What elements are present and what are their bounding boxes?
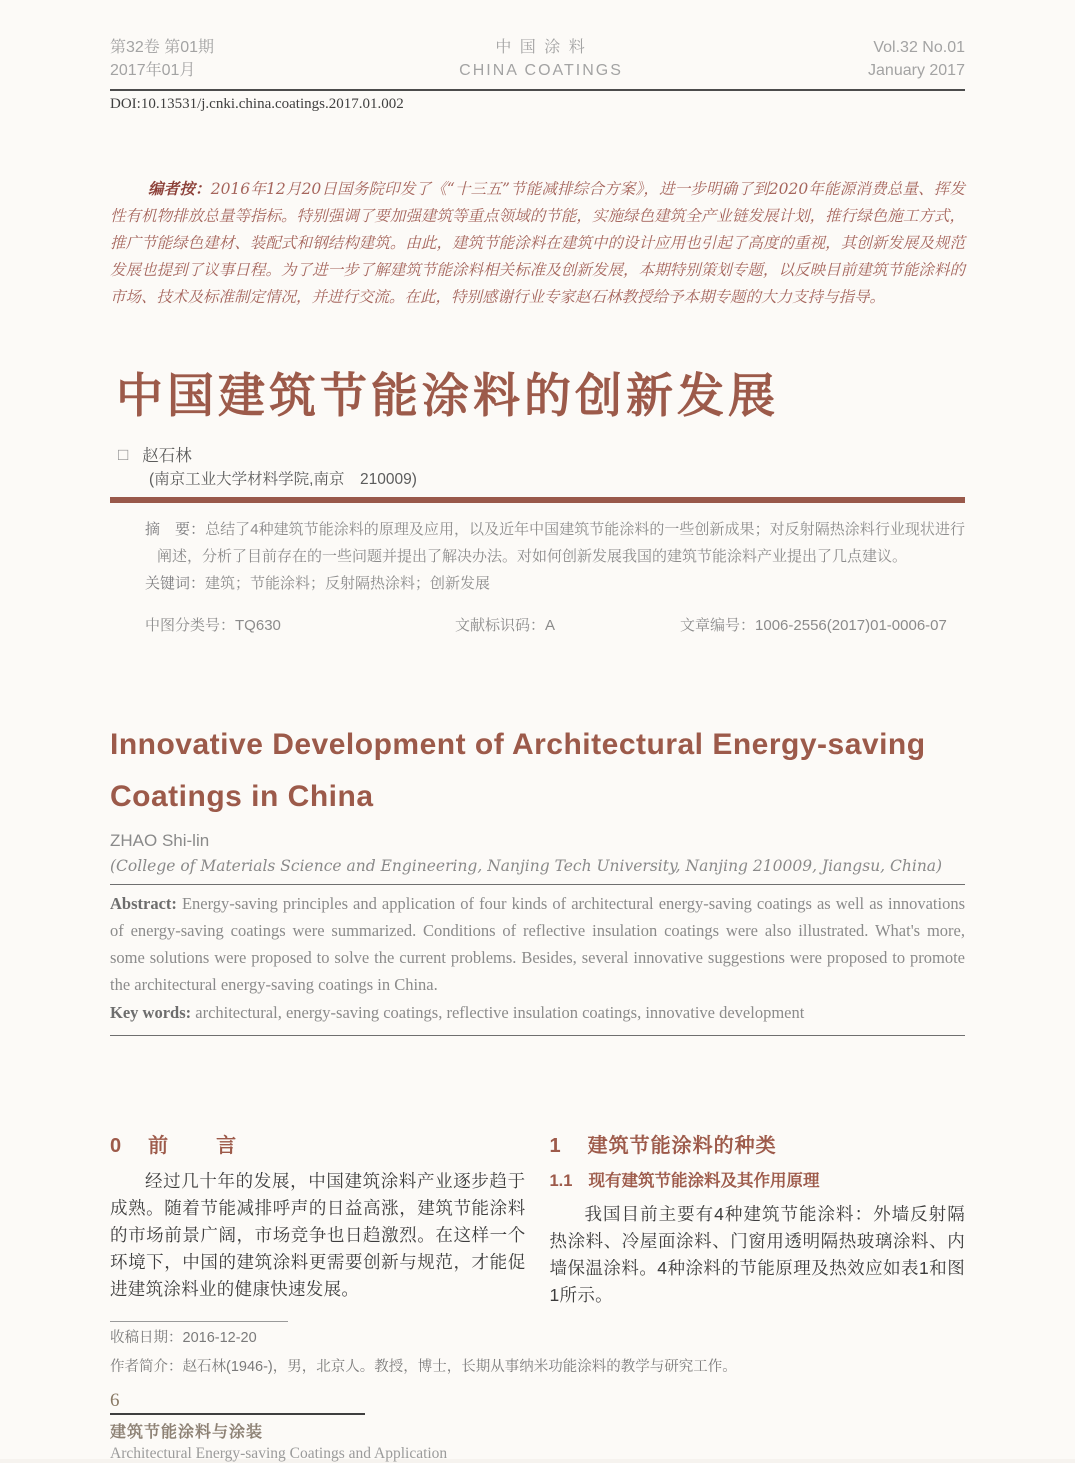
article-title-cn: 中国建筑节能涂料的创新发展 xyxy=(116,369,779,422)
article-id-value: 1006-2556(2017)01-0006-07 xyxy=(755,617,947,634)
author-bio-label: 作者简介： xyxy=(110,1359,183,1375)
abstract-text-cn: 总结了4种建筑节能涂料的原理及应用，以及近年中国建筑节能涂料的一些创新成果；对反射隔热涂料行业现状进行阐述，分析了目前存在的一些问题并提出了解决办法。对如何创新发展我国的建筑节能涂料产业提出了几点建议。 xyxy=(157,521,965,565)
document-code-value: A xyxy=(545,617,556,634)
body-columns xyxy=(110,1132,965,1309)
section-1-paragraph: 我国目前主要有4种建筑节能涂料：外墙反射隔热涂料、冷屋面涂料、门窗用透明隔热玻璃涂料、内墙保温涂料。4种涂料的节能原理及热效应如表1和图1所示。 xyxy=(549,1204,965,1305)
editor-note-text: 2016年12月20日国务院印发了《“十三五”节能减排综合方案》，进一步明确了到2020年能源消费总量、挥发性有机物排放总量等指标。特别强调了要加强建筑等重点领域的节能，实施绿色建筑全产业链发展计划，推行绿色施工方式，推广节能绿色建材、装配式和钢结构建筑。由此，建筑节能涂料在建筑中的设计应用也引起了高度的重视，其创新发展及规范发展也提到了议事日程。为了进一步了解建筑节能涂料相关标准及创新发展，本期特别策划专题，以反映目前建筑节能涂料的市场、技术及标准制定情况，并进行交流。在此，特别感谢行业专家赵石林教授给予本期专题的大力支持与指导。 xyxy=(110,180,965,306)
page-number: 6 xyxy=(110,1390,120,1411)
author-name-cn: 赵石林 xyxy=(142,447,192,465)
author-bio-line xyxy=(110,1354,965,1380)
header-right xyxy=(868,36,965,82)
received-date-label: 收稿日期： xyxy=(110,1330,183,1346)
section-1-title: 建筑节能涂料的种类 xyxy=(587,1135,777,1157)
section-0-number: 0 xyxy=(110,1135,123,1157)
abstract-label-cn: 摘 要： xyxy=(145,521,206,538)
title-en-line1: Innovative Development of Architectural Energy-saving xyxy=(110,728,926,761)
header-center xyxy=(459,36,623,82)
abstract-label-en: Abstract: xyxy=(110,894,177,913)
clc-number xyxy=(145,612,455,639)
section-0-title: 前 言 xyxy=(148,1135,251,1157)
section-1-1-title: 现有建筑节能涂料及其作用原理 xyxy=(588,1172,820,1190)
abstract-text-en: Energy-saving principles and application of four kinds of architectural energy-saving coatings as well as innovations of energy-saving coatings were summarized. Conditions of reflective insulation coatings were also illustrated. What's more, some solutions were proposed to solve the current problems. Besides, several innovative suggestions were proposed to promote the architectural energy-saving coatings in China. xyxy=(110,894,965,994)
received-date-value: 2016-12-20 xyxy=(182,1330,257,1346)
section-1-number: 1 xyxy=(549,1135,562,1157)
author-row xyxy=(118,442,965,466)
issue-date-cn: 2017年01月 xyxy=(110,62,196,79)
abstract-en xyxy=(110,890,965,998)
journal-title-en: CHINA COATINGS xyxy=(459,62,623,79)
affiliation-en: (College of Materials Science and Engineering, Nanjing Tech University, Nanjing 210009, Jiangsu, China) xyxy=(110,857,943,875)
section-1-heading xyxy=(550,1132,966,1160)
keywords-label-cn: 关键词： xyxy=(145,575,206,592)
received-date-line xyxy=(110,1325,965,1351)
section-0-heading xyxy=(110,1132,526,1160)
footnote-rule xyxy=(110,1321,288,1322)
volume-issue-en: Vol.32 No.01 xyxy=(873,39,965,56)
classification-row xyxy=(145,612,965,639)
document-code xyxy=(455,612,680,639)
keywords-cn xyxy=(145,570,965,597)
keywords-text-cn: 建筑；节能涂料；反射隔热涂料；创新发展 xyxy=(205,575,491,592)
title-divider-bar xyxy=(110,497,965,503)
document-code-label: 文献标识码： xyxy=(455,617,546,634)
page-footer xyxy=(110,1390,965,1463)
affiliation-cn: (南京工业大学材料学院,南京 210009) xyxy=(149,471,417,488)
section-0-paragraph: 经过几十年的发展，中国建筑涂料产业逐步趋于成熟。随着节能减排呼声的日益高涨，建筑节能涂料的市场前景广阔，市场竞争也日趋激烈。在这样一个环境下，中国的建筑涂料更需要创新与规范，才能促进建筑涂料业的健康快速发展。 xyxy=(110,1171,526,1299)
author-bio-value: 赵石林(1946-)，男，北京人。教授，博士，长期从事纳米功能涂料的教学与研究工作。 xyxy=(182,1359,737,1375)
footer-column-title-cn: 建筑节能涂料与涂装 xyxy=(110,1424,264,1441)
footer-column-title-en: Architectural Energy-saving Coatings and Application xyxy=(110,1445,448,1462)
keywords-en xyxy=(110,999,965,1026)
author-marker-icon: □ xyxy=(118,444,129,464)
clc-label: 中图分类号： xyxy=(145,617,236,634)
article-id xyxy=(680,612,947,639)
abstract-bottom-rule xyxy=(110,1035,965,1036)
editor-note-label: 编者按： xyxy=(148,179,211,198)
editor-note xyxy=(110,175,965,311)
journal-header xyxy=(110,36,965,91)
section-1-1-heading xyxy=(550,1169,966,1193)
abstract-top-rule xyxy=(110,884,965,885)
left-column xyxy=(110,1132,526,1309)
footer-rule xyxy=(110,1413,365,1415)
issue-date-en: January 2017 xyxy=(868,62,965,79)
abstract-block-cn xyxy=(110,516,965,639)
article-id-label: 文章编号： xyxy=(680,617,756,634)
right-column xyxy=(550,1132,966,1309)
abstract-cn xyxy=(145,516,965,570)
footnote xyxy=(110,1321,965,1380)
clc-value: TQ630 xyxy=(235,617,281,634)
header-left xyxy=(110,36,214,82)
journal-title-cn: 中 国 涂 料 xyxy=(495,39,587,56)
keywords-label-en: Key words: xyxy=(110,1003,192,1022)
volume-issue-cn: 第32卷 第01期 xyxy=(110,39,215,56)
keywords-text-en: architectural, energy-saving coatings, reflective insulation coatings, innovative development xyxy=(191,1003,805,1022)
author-name-en: ZHAO Shi-lin xyxy=(110,831,210,850)
title-en-line2: Coatings in China xyxy=(110,780,374,813)
article-title-en xyxy=(110,719,965,823)
section-1-1-number: 1.1 xyxy=(549,1172,573,1190)
doi-line: DOI:10.13531/j.cnki.china.coatings.2017.01.002 xyxy=(110,96,404,112)
